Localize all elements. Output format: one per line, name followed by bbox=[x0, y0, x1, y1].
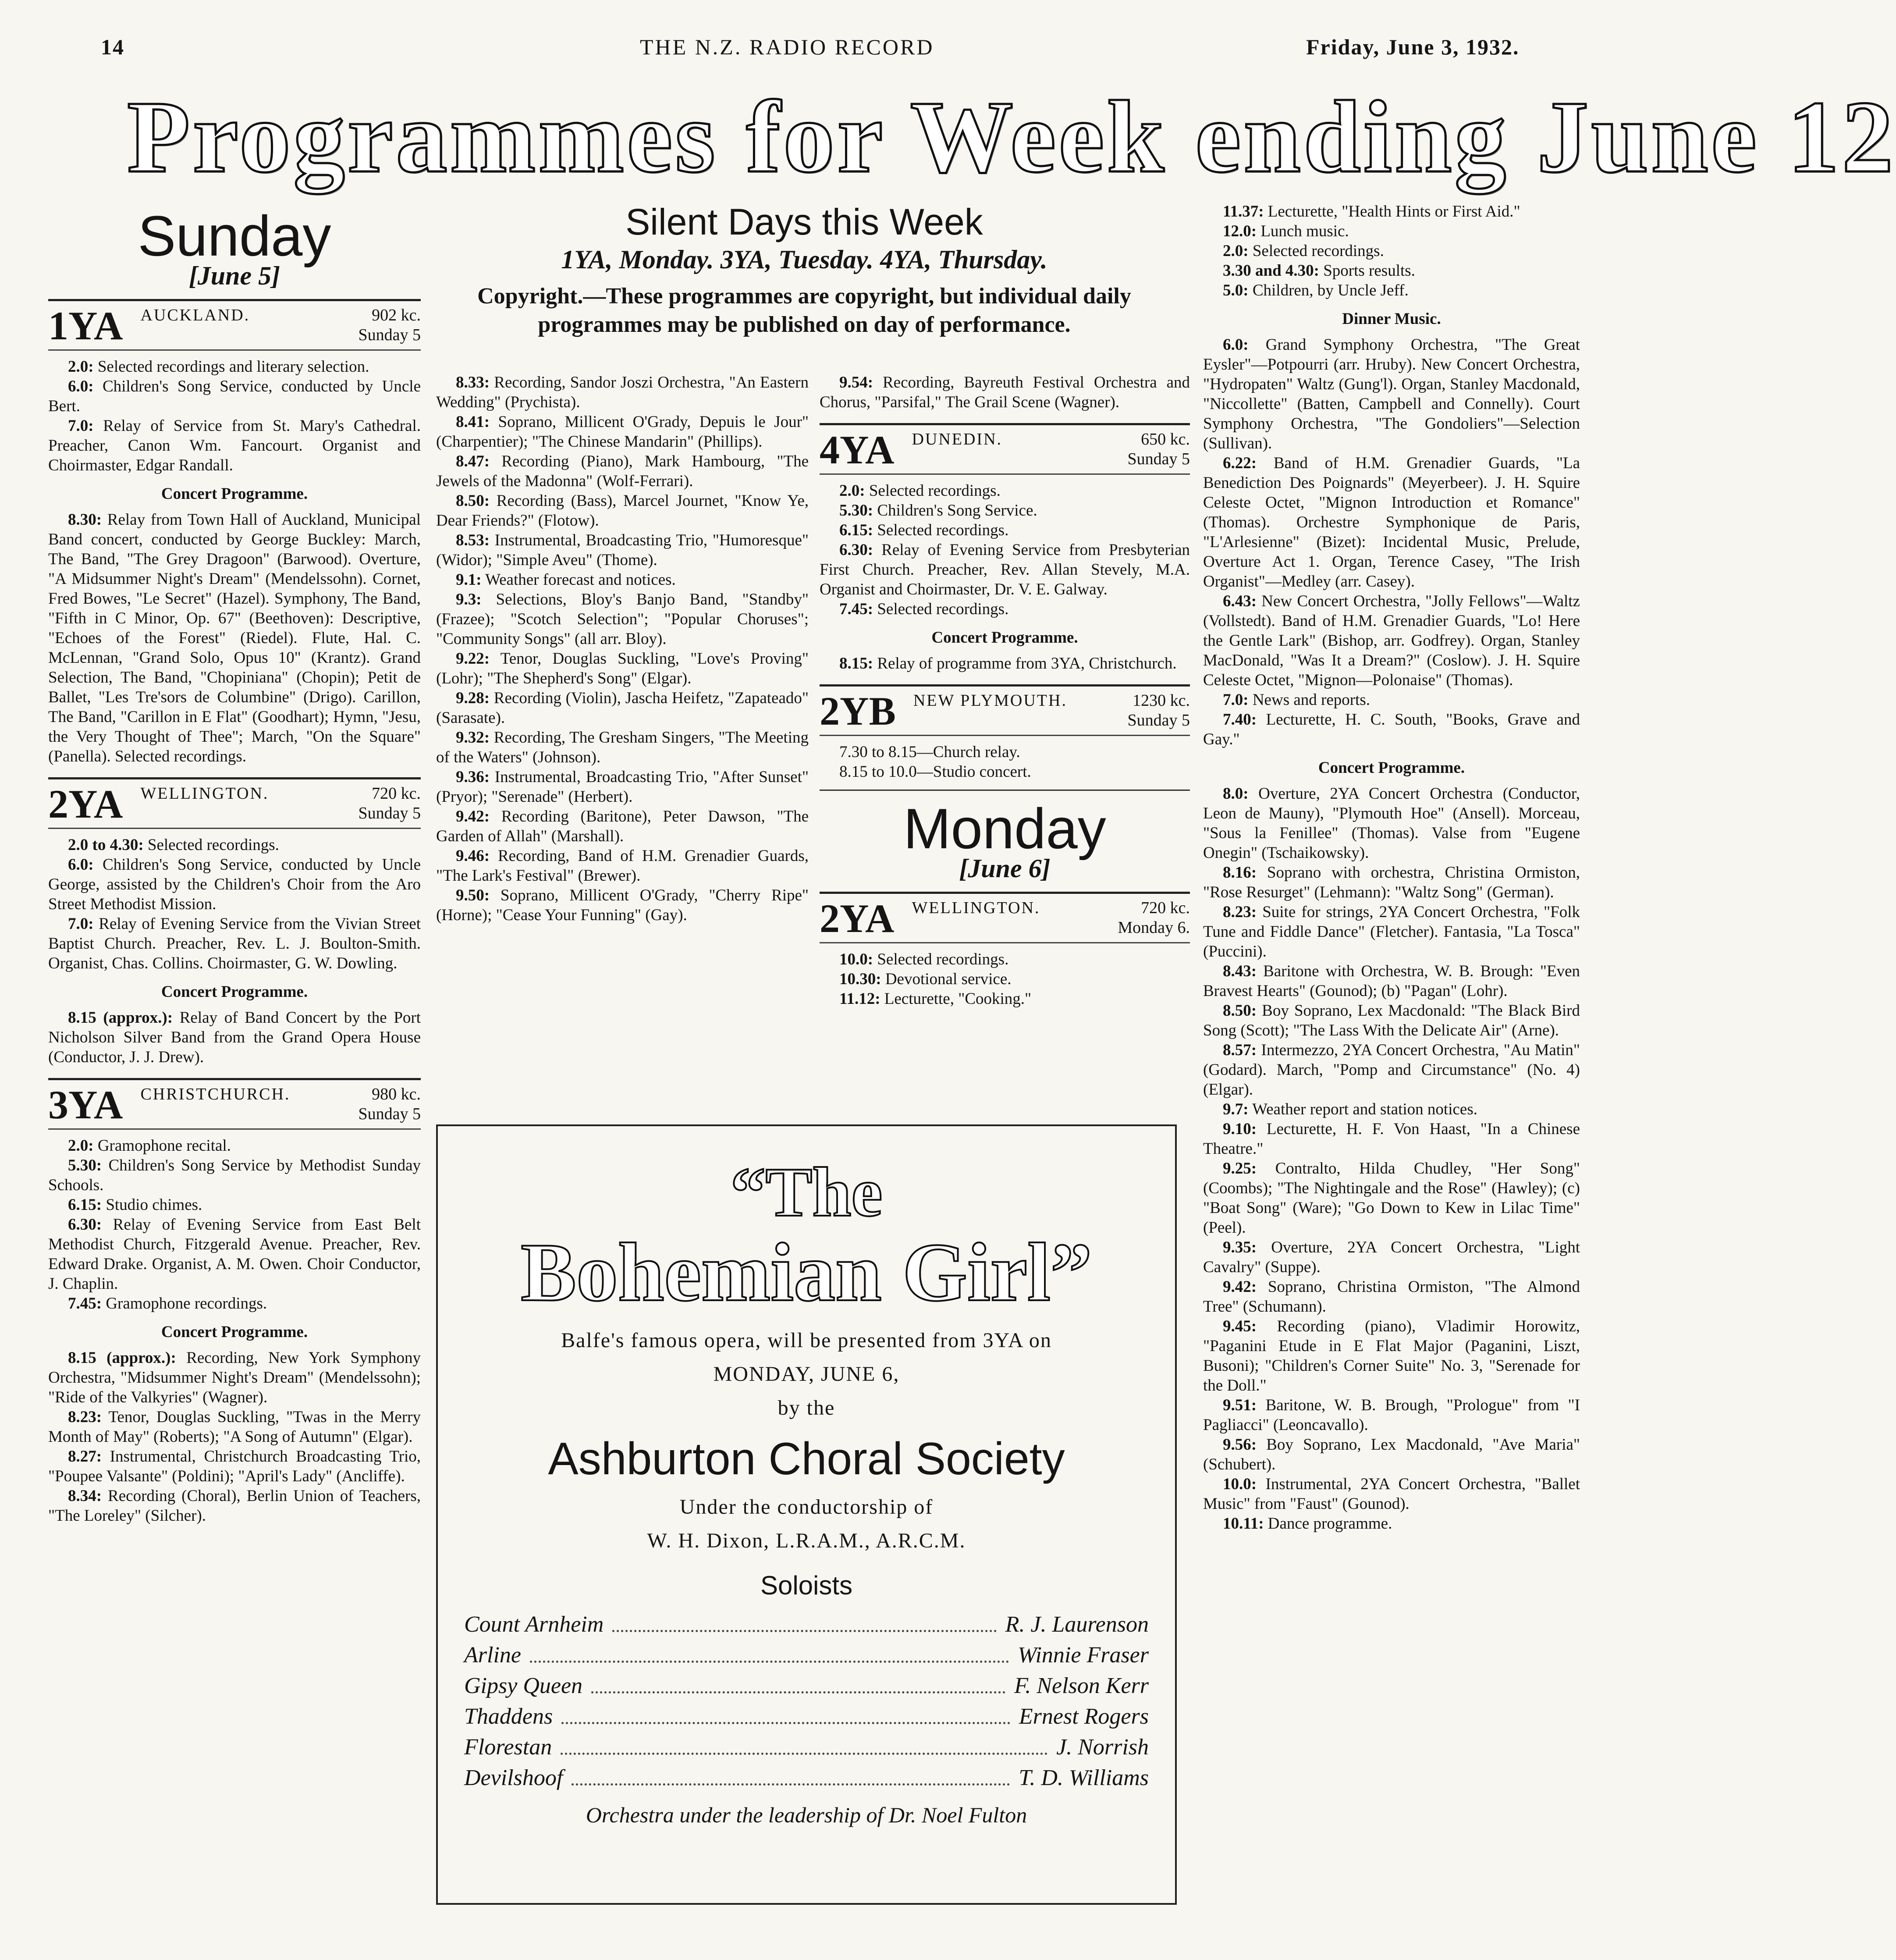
listing-item: 6.0: Children's Song Service, conducted by Uncle George, assisted by the Children's Choir from the Aro Street Methodist Mission. bbox=[48, 855, 421, 913]
page-number: 14 bbox=[101, 35, 124, 59]
listing-item: 10.30: Devotional service. bbox=[839, 970, 1012, 988]
listing-item: 9.51: Baritone, W. B. Brough, "Prologue" from "I Pagliacci" (Leoncavallo). bbox=[1203, 1396, 1580, 1434]
listing-item: 9.3: Selections, Bloy's Banjo Band, "Standby" (Frazee); "Scotch Selection"; "Popular Choruses"; "Community Songs" (all arr. Bloy). bbox=[436, 590, 809, 648]
station-frequency: 980 kc. Sunday 5 bbox=[358, 1085, 421, 1123]
soloist-row: Gipsy Queen F. Nelson Kerr bbox=[464, 1671, 1149, 1701]
station-frequency: 650 kc. Sunday 5 bbox=[1127, 430, 1190, 468]
listing-item: 7.45: Selected recordings. bbox=[839, 600, 1009, 618]
listing-item: 8.15 (approx.): Recording, New York Symphony Orchestra, "Midsummer Night's Dream" (Mendelssohn); "Ride of the Valkyries" (Wagner). bbox=[48, 1348, 421, 1406]
station-frequency: 720 kc. Sunday 5 bbox=[358, 784, 421, 822]
listing-item: 2.0: Selected recordings and literary selection. bbox=[68, 357, 369, 376]
listing-item: 7.30 to 8.15—Church relay. bbox=[839, 743, 1020, 761]
listing-item: 2.0 to 4.30: Selected recordings. bbox=[68, 836, 279, 854]
listing-item: 7.40: Lecturette, H. C. South, "Books, Grave and Gay." bbox=[1203, 711, 1580, 748]
station-header-3ya bbox=[48, 1078, 421, 1130]
day-date-sunday: [June 5] bbox=[188, 261, 280, 290]
listing-item: 5.30: Children's Song Service. bbox=[839, 502, 1037, 519]
listing-item: 6.0: Grand Symphony Orchestra, "The Great Eysler"—Potpourri (arr. Hruby). New Concert Orchestra, "Hydropaten" Waltz (Gung'l). Organ, Stanley Macdonald, "Niccollette" (Batten, Campbell and Connelly). Court Symphony Orchestra, "The Gondoliers"—Selection (Sullivan). bbox=[1203, 336, 1580, 452]
issue-date: Friday, June 3, 1932. bbox=[1306, 35, 1520, 59]
silent-days-list: 1YA, Monday. 3YA, Tuesday. 4YA, Thursday. bbox=[561, 245, 1047, 274]
listing-item: 8.16: Soprano with orchestra, Christina Ormiston, "Rose Resurget" (Lehmann): "Waltz Song" (German). bbox=[1203, 864, 1580, 901]
listing-item: 8.15 (approx.): Relay of Band Concert by the Port Nicholson Silver Band from the Grand Opera House (Conductor, J. J. Drew). bbox=[48, 1008, 421, 1066]
station-city: WELLINGTON. bbox=[912, 898, 1040, 917]
station-city: WELLINGTON. bbox=[140, 784, 269, 803]
divider bbox=[820, 790, 1190, 791]
listing-item: 8.33: Recording, Sandor Joszi Orchestra, "An Eastern Wedding" (Prychista). bbox=[436, 374, 809, 411]
copyright-notice: Copyright.—These programmes are copyright, but individual daily programmes may be published on day of performance. bbox=[477, 284, 1131, 338]
listing-item: 3.30 and 4.30: Sports results. bbox=[1223, 262, 1415, 280]
station-frequency: 1230 kc. Sunday 5 bbox=[1127, 691, 1190, 729]
listing-item: 7.0: News and reports. bbox=[1223, 691, 1371, 709]
station-city: AUCKLAND. bbox=[140, 306, 250, 324]
station-header-2ya-monday bbox=[820, 892, 1190, 943]
advert-line: Under the conductorship of bbox=[679, 1495, 934, 1519]
listing-item: 8.23: Tenor, Douglas Suckling, "Twas in the Merry Month of May" (Roberts); "A Song of Autumn" (Elgar). bbox=[48, 1408, 421, 1446]
listing-item: 8.57: Intermezzo, 2YA Concert Orchestra, "Au Matin" (Godard). March, "Pomp and Circumstance" (No. 4) (Elgar). bbox=[1203, 1041, 1580, 1099]
listing-item: 8.53: Instrumental, Broadcasting Trio, "Humoresque" (Widor); "Simple Aveu" (Thome). bbox=[436, 531, 809, 569]
section-heading: Concert Programme. bbox=[161, 1323, 308, 1341]
column-1 bbox=[48, 206, 421, 1526]
column-2 bbox=[436, 373, 809, 925]
listing-item: 9.54: Recording, Bayreuth Festival Orchestra and Chorus, "Parsifal," The Grail Scene (Wagner). bbox=[820, 374, 1190, 411]
silent-days-title: Silent Days this Week bbox=[625, 201, 983, 242]
publication-title: THE N.Z. RADIO RECORD bbox=[640, 35, 934, 59]
silent-days-notice bbox=[430, 202, 1179, 339]
station-call: 4YA bbox=[820, 427, 895, 472]
station-call: 2YA bbox=[48, 781, 123, 826]
station-header-2ya bbox=[48, 777, 421, 829]
listing-item: 6.22: Band of H.M. Grenadier Guards, "La Benediction Des Poignards" (Meyerbeer). J. H. Squire Celeste Octet, "Mignon Introduction et Romance" (Thomas). Orchestre Symphonique de Paris, "L'Arlesienne" (Bizet): Incidental Music, Prelude, Overture Act 1. Organ, Terence Casey, "The Irish Organist"—Medley (arr. Casey). bbox=[1203, 454, 1580, 590]
listing-item: 6.43: New Concert Orchestra, "Jolly Fellows"—Waltz (Vollstedt). Band of H.M. Grenadier Guards, "Lo! Here the Gentle Lark" (Bishop, arr. Godfrey). Organ, Stanley MacDonald, "Was It a Dream?" (Coslow). J. H. Squire Celeste Octet, "Mignon—Polonaise" (Thomas). bbox=[1203, 592, 1580, 689]
listing-item: 10.11: Dance programme. bbox=[1223, 1515, 1392, 1533]
listing-item: 2.0: Selected recordings. bbox=[839, 482, 1001, 500]
column-3 bbox=[820, 373, 1190, 1009]
column-4 bbox=[1203, 202, 1580, 1533]
section-heading: Concert Programme. bbox=[931, 629, 1078, 647]
listing-item: 8.41: Soprano, Millicent O'Grady, Depuis le Jour" (Charpentier); "The Chinese Mandarin" (Phillips). bbox=[436, 413, 809, 451]
listing-item: 9.45: Recording (piano), Vladimir Horowitz, "Paganini Etude in E Flat Major (Paganini, Liszt, Busoni); "Children's Corner Suite" No. 3, "Serenade for the Doll." bbox=[1203, 1317, 1580, 1394]
listing-item: 6.30: Relay of Evening Service from East Belt Methodist Church, Fitzgerald Avenue. Preacher, Rev. Edward Drake. Organist, A. M. Owen. Choir Conductor, J. Chaplin. bbox=[48, 1215, 421, 1293]
society-name: Ashburton Choral Society bbox=[548, 1434, 1065, 1484]
listing-item: 9.10: Lecturette, H. F. Von Haast, "In a Chinese Theatre." bbox=[1203, 1120, 1580, 1158]
listing-item: 9.32: Recording, The Gresham Singers, "The Meeting of the Waters" (Johnson). bbox=[436, 729, 809, 766]
soloist-row: Florestan J. Norrish bbox=[464, 1732, 1149, 1763]
listing-item: 9.7: Weather report and station notices. bbox=[1223, 1100, 1477, 1118]
listing-item: 9.50: Soprano, Millicent O'Grady, "Cherry Ripe" (Horne); "Cease Your Funning" (Gay). bbox=[436, 886, 809, 924]
listing-item: 8.30: Relay from Town Hall of Auckland, Municipal Band concert, conducted by George Buckley: March, The Band, "The Grey Dragoon" (Barwood). Overture, "A Midsummer Night's Dream" (Mendelssohn). Cornet, Fred Bowes, "Le Secret" (Hazel). Symphony, The Band, "Fifth in C Minor, Op. 67" (Beethoven): Descriptive, "Echoes of the Forest" (Riedel). Flute, Hal. C. McLennan, "Grand Solo, Opus 10" (Krantz). Grand Selection, The Band, "Chopiniana" (Chopin); Petit de Ballet, "Les Tre'sors de Columbine" (Drigo). Carillon, The Band, "Carillon in E Flat" (Goodhart); Hymn, "Jesu, the Very Thought of Thee"; March, "On the Square" (Panella). Selected recordings. bbox=[48, 510, 421, 765]
station-call: 1YA bbox=[48, 303, 123, 348]
station-frequency: 720 kc. Monday 6. bbox=[1118, 898, 1190, 937]
listing-item: 9.36: Instrumental, Broadcasting Trio, "After Sunset" (Pryor); "Serenade" (Herbert). bbox=[436, 768, 809, 806]
station-city: CHRISTCHURCH. bbox=[140, 1085, 291, 1103]
listing-item: 8.47: Recording (Piano), Mark Hambourg, "The Jewels of the Madonna" (Wolf-Ferrari). bbox=[436, 452, 809, 490]
listing-item: 2.0: Selected recordings. bbox=[1223, 242, 1384, 260]
listing-item: 6.30: Relay of Evening Service from Presbyterian First Church. Preacher, Rev. Allan Stevely, M.A. Organist and Choirmaster, Dr. V. E. Galway. bbox=[820, 541, 1190, 598]
listing-item: 8.27: Instrumental, Christchurch Broadcasting Trio, "Poupee Valsante" (Poldini); "April's Lady" (Ancliffe). bbox=[48, 1447, 421, 1485]
listing-item: 2.0: Gramophone recital. bbox=[68, 1136, 231, 1155]
section-heading: Concert Programme. bbox=[161, 484, 308, 503]
listing-item: 9.42: Recording (Baritone), Peter Dawson, "The Garden of Allah" (Marshall). bbox=[436, 807, 809, 845]
day-date-monday: [June 6] bbox=[959, 854, 1051, 883]
soloist-row: Count Arnheim R. J. Laurenson bbox=[464, 1609, 1149, 1640]
listing-item: 9.22: Tenor, Douglas Suckling, "Love's Proving" (Lohr); "The Shepherd's Song" (Elgar). bbox=[436, 650, 809, 687]
section-heading: Dinner Music. bbox=[1342, 310, 1441, 328]
day-heading-sunday: Sunday bbox=[138, 204, 331, 268]
soloist-row: Arline Winnie Fraser bbox=[464, 1640, 1149, 1671]
listing-item: 9.28: Recording (Violin), Jascha Heifetz, "Zapateado" (Sarasate). bbox=[436, 689, 809, 727]
soloist-row: Thaddens Ernest Rogers bbox=[464, 1701, 1149, 1732]
day-heading-monday: Monday bbox=[903, 797, 1106, 861]
station-city: DUNEDIN. bbox=[912, 430, 1003, 448]
listing-item: 9.56: Boy Soprano, Lex Macdonald, "Ave Maria" (Schubert). bbox=[1203, 1436, 1580, 1473]
listing-item: 9.25: Contralto, Hilda Chudley, "Her Song" (Coombs); "The Nightingale and the Rose" (Hawley); (c) "Boat Song" (Ware); "Go Down to Kew in Lilac Time" (Peel). bbox=[1203, 1160, 1580, 1237]
station-frequency: 902 kc. Sunday 5 bbox=[358, 306, 421, 344]
listing-item: 6.15: Studio chimes. bbox=[68, 1195, 202, 1214]
station-call: 2YB bbox=[820, 689, 896, 733]
listing-item: 8.34: Recording (Choral), Berlin Union of Teachers, "The Loreley" (Silcher). bbox=[48, 1487, 421, 1525]
advert-line: MONDAY, JUNE 6, bbox=[713, 1362, 900, 1386]
listing-item: 8.50: Recording (Bass), Marcel Journet, "Know Ye, Dear Friends?" (Flotow). bbox=[436, 492, 809, 530]
listing-item: 8.0: Overture, 2YA Concert Orchestra (Conductor, Leon de Mauny), "Plymouth Hoe" (Ansell). Morceau, "Sous la Fenillee" (Thomas). Valse from "Eugene Onegin" (Tschaikowsky). bbox=[1203, 785, 1580, 862]
listing-item: 7.0: Relay of Service from St. Mary's Cathedral. Preacher, Canon Wm. Fancourt. Organist and Choirmaster, Edgar Randall. bbox=[48, 416, 421, 474]
station-city: NEW PLYMOUTH. bbox=[913, 691, 1067, 710]
section-heading: Concert Programme. bbox=[161, 982, 308, 1001]
listing-item: 6.0: Children's Song Service, conducted by Uncle Bert. bbox=[48, 377, 421, 415]
listing-item: 8.43: Baritone with Orchestra, W. B. Brough: "Even Bravest Hearts" (Gounod); (b) "Pagan" (Lohr). bbox=[1203, 962, 1580, 1000]
listing-item: 7.45: Gramophone recordings. bbox=[68, 1294, 267, 1313]
listing-item: 6.15: Selected recordings. bbox=[839, 521, 1009, 539]
listing-item: 11.37: Lecturette, "Health Hints or First Aid." bbox=[1223, 203, 1520, 221]
listing-item: 10.0: Instrumental, 2YA Concert Orchestra, "Ballet Music" from "Faust" (Gounod). bbox=[1203, 1475, 1580, 1513]
listing-item: 12.0: Lunch music. bbox=[1223, 222, 1349, 240]
listing-item: 9.1: Weather forecast and notices. bbox=[456, 571, 676, 589]
advert-line: Balfe's famous opera, will be presented from 3YA on bbox=[561, 1329, 1052, 1352]
listing-item: 8.23: Suite for strings, 2YA Concert Orchestra, "Folk Tune and Fiddle Dance" (Fletcher). Fantasia, "La Tosca" (Puccini). bbox=[1203, 903, 1580, 960]
page-headline: Programmes for Week ending June 12 bbox=[127, 80, 1896, 194]
station-call: 3YA bbox=[48, 1082, 123, 1127]
soloist-row: Devilshoof T. D. Williams bbox=[464, 1763, 1149, 1793]
station-header-4ya bbox=[820, 423, 1190, 475]
soloists-heading: Soloists bbox=[760, 1571, 853, 1600]
station-call: 2YA bbox=[820, 896, 895, 941]
advert-line: W. H. Dixon, L.R.A.M., A.R.C.M. bbox=[647, 1529, 966, 1552]
advert-line: by the bbox=[778, 1396, 835, 1419]
listing-item: 9.46: Recording, Band of H.M. Grenadier Guards, "The Lark's Festival" (Brewer). bbox=[436, 847, 809, 885]
listing-item: 7.0: Relay of Evening Service from the Vivian Street Baptist Church. Preacher, Rev. L. J. Boulton-Smith. Organist, Chas. Collins. Choirmaster, G. W. Dowling. bbox=[48, 914, 421, 972]
station-header-2yb bbox=[820, 684, 1190, 736]
listing-item: 8.50: Boy Soprano, Lex Macdonald: "The Black Bird Song (Scott); "The Lass With the Delicate Air" (Arne). bbox=[1203, 1002, 1580, 1039]
listing-item: 8.15 to 10.0—Studio concert. bbox=[839, 763, 1031, 781]
listing-item: 5.30: Children's Song Service by Methodist Sunday Schools. bbox=[48, 1156, 421, 1194]
advert-title-line2: Bohemian Girl” bbox=[521, 1227, 1092, 1319]
station-header-1ya bbox=[48, 299, 421, 351]
listing-item: 11.12: Lecturette, "Cooking." bbox=[839, 989, 1032, 1008]
orchestra-leader: Orchestra under the leadership of Dr. Noel Fulton bbox=[586, 1803, 1027, 1827]
section-heading: Concert Programme. bbox=[1318, 759, 1465, 777]
listing-item: 5.0: Children, by Uncle Jeff. bbox=[1223, 281, 1409, 299]
listing-item: 8.15: Relay of programme from 3YA, Christchurch. bbox=[839, 655, 1177, 672]
listing-item: 9.35: Overture, 2YA Concert Orchestra, "Light Cavalry" (Suppe). bbox=[1203, 1238, 1580, 1276]
advert-title-line1: “The bbox=[730, 1153, 883, 1231]
listing-item: 10.0: Selected recordings. bbox=[839, 950, 1009, 968]
bohemian-girl-advert bbox=[436, 1124, 1177, 1905]
listing-item: 9.42: Soprano, Christina Ormiston, "The Almond Tree" (Schumann). bbox=[1203, 1278, 1580, 1316]
